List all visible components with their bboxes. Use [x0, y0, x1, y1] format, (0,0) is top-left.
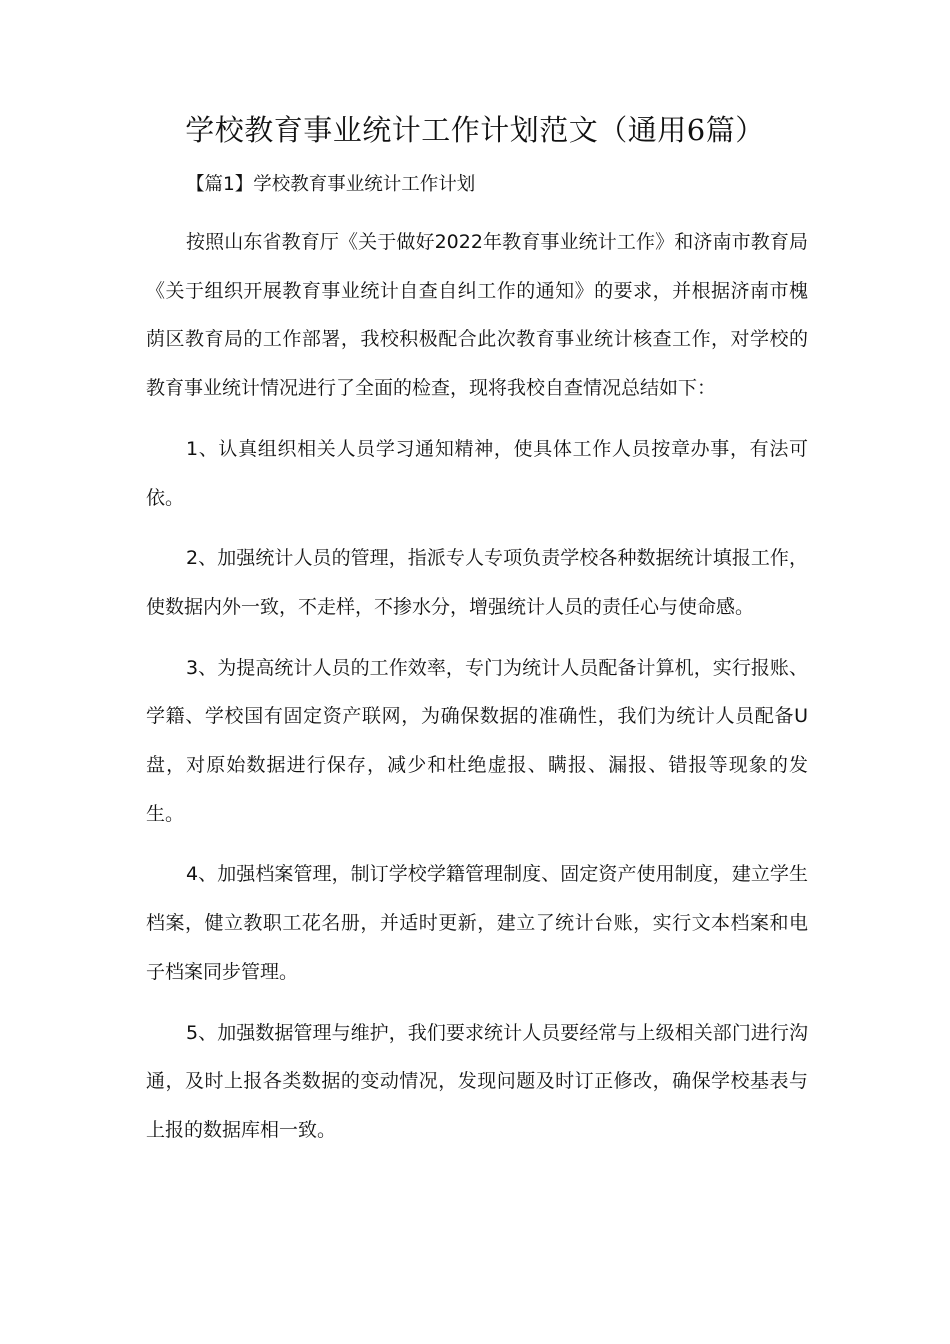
paragraph-item-3: 3、为提高统计人员的工作效率，专门为统计人员配备计算机，实行报账、学籍、学校国有固定资产联网，为确保数据的准确性，我们为统计人员配备U盘，对原始数据进行保存，减少和杜绝虚报、瞒报、漏报、错报等现象的发生。 [146, 656, 808, 825]
document-body [146, 218, 808, 1167]
paragraph-item-2: 2、加强统计人员的管理，指派专人专项负责学校各种数据统计填报工作，使数据内外一致，不走样，不掺水分，增强统计人员的责任心与使命感。 [146, 547, 808, 618]
section-heading: 【篇1】学校教育事业统计工作计划 [186, 174, 476, 195]
paragraph-intro: 按照山东省教育厅《关于做好2022年教育事业统计工作》和济南市教育局《关于组织开展教育事业统计自查自纠工作的通知》的要求，并根据济南市槐荫区教育局的工作部署，我校积极配合此次教育事业统计核查工作，对学校的教育事业统计情况进行了全面的检查，现将我校自查情况总结如下： [146, 231, 808, 400]
paragraph-item-4: 4、加强档案管理，制订学校学籍管理制度、固定资产使用制度，建立学生档案，健立教职工花名册，并适时更新，建立了统计台账，实行文本档案和电子档案同步管理。 [146, 863, 808, 983]
document-title: 学校教育事业统计工作计划范文（通用6篇） [185, 113, 765, 147]
paragraph-item-5: 5、加强数据管理与维护，我们要求统计人员要经常与上级相关部门进行沟通，及时上报各类数据的变动情况，发现问题及时订正修改，确保学校基表与上报的数据库相一致。 [146, 1021, 808, 1141]
paragraph-item-1: 1、认真组织相关人员学习通知精神，使具体工作人员按章办事，有法可依。 [146, 437, 808, 509]
